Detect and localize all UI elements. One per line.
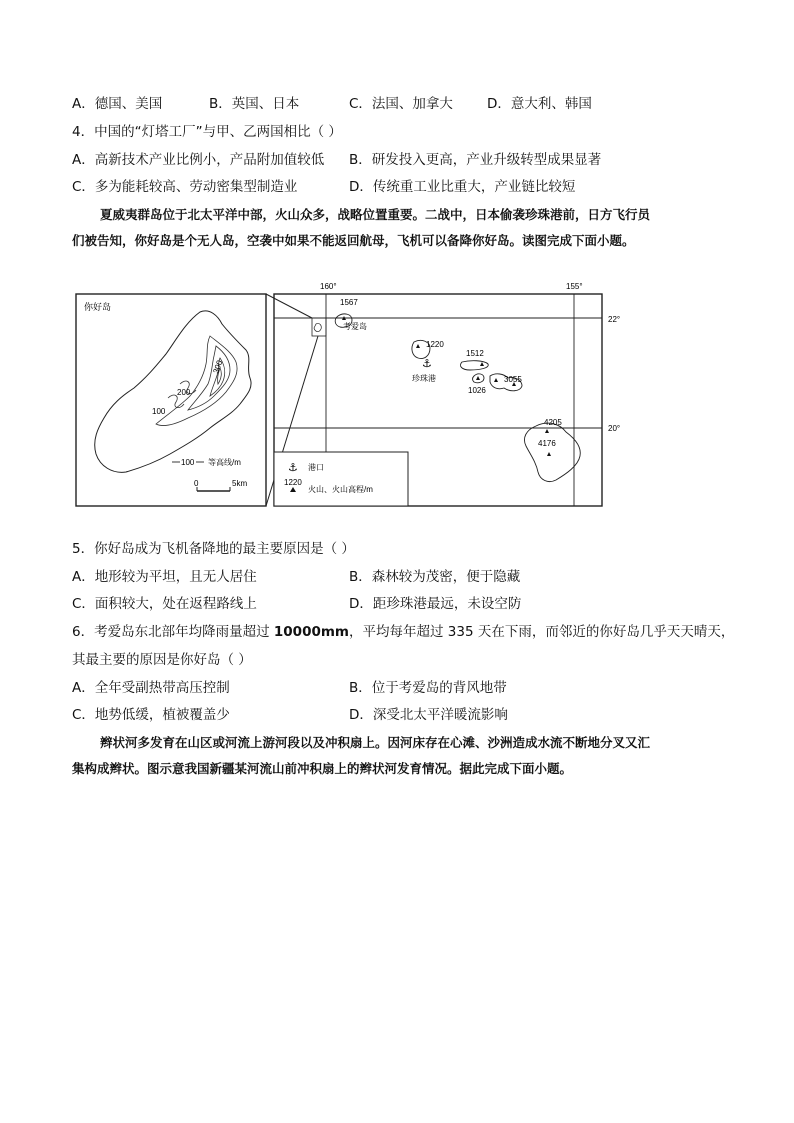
legend-volcano-text: 火山、火山高程/m — [308, 485, 373, 494]
hawaii-map-figure — [60, 278, 620, 514]
lanai-elevation: 1026 — [468, 386, 486, 395]
inset-title: 你好岛 — [84, 302, 112, 312]
inset-connector-top — [266, 294, 312, 318]
q6-stem-part1: 6．考爱岛东北部年均降雨量超过 — [72, 624, 274, 640]
contour-100 — [156, 336, 237, 426]
hawaii-volcano-icon-2 — [547, 452, 551, 456]
maui-volcano-icon-1 — [494, 378, 498, 382]
passage-hawaii-line1: 夏威夷群岛位于北太平洋中部，火山众多，战略位置重要。二战中，日本偷袭珍珠港前，日方飞行员 — [100, 207, 651, 222]
contour-legend-number: 100 — [181, 458, 195, 467]
q4-option-b: B．研发投入更高，产业升级转型成果显著 — [349, 152, 602, 168]
lon-label-155: 155° — [566, 282, 583, 291]
passage-hawaii-line2: 们被告知，你好岛是个无人岛，空袭中如果不能返回航母，飞机可以备降你好岛。读图完成下面小题。 — [72, 233, 635, 248]
nihao-box — [312, 318, 326, 336]
passage-braided-line2: 集构成辫状。图示意我国新疆某河流山前冲积扇上的辫状河发育情况。据此完成下面小题。 — [72, 761, 573, 776]
molokai-volcano-icon — [480, 362, 484, 366]
contour-label-200: 200 — [177, 388, 191, 397]
q5-option-a: A．地形较为平坦，且无人居住 — [72, 569, 257, 585]
contour-label-100: 100 — [152, 407, 166, 416]
legend-volcano-number: 1220 — [284, 478, 302, 487]
lon-label-160: 160° — [320, 282, 337, 291]
q4-option-c: C．多为能耗较高、劳动密集型制造业 — [72, 179, 298, 195]
contour-legend-text: 等高线/m — [208, 458, 241, 467]
legend-port-text: 港口 — [308, 463, 324, 472]
lanai-volcano-icon — [476, 376, 480, 380]
q5-stem: 5．你好岛成为飞机备降地的最主要原因是（ ） — [72, 541, 355, 557]
kauai-label: 考爱岛 — [343, 322, 367, 331]
passage-braided-line1: 辫状河多发育在山区或河流上游河段以及冲积扇上。因河床存在心滩、沙洲造成水流不断地分叉又汇 — [100, 735, 651, 750]
q5-option-b: B．森林较为茂密，便于隐藏 — [349, 569, 521, 585]
q6-stem-part3: ，平均每年超过 335 天在下雨，而邻近的你好岛几乎天天晴天， — [349, 624, 735, 640]
q3-option-d: D．意大利、韩国 — [487, 96, 592, 112]
anchor-icon: ⚓ — [422, 358, 432, 370]
q5-option-d: D．距珍珠港最远，未设空防 — [349, 596, 522, 612]
q5-option-c: C．面积较大，处在返程路线上 — [72, 596, 257, 612]
hawaii-elevation-4176: 4176 — [538, 439, 556, 448]
q3-option-a: A．德国、美国 — [72, 96, 163, 112]
q6-option-a: A．全年受副热带高压控制 — [72, 680, 230, 696]
q6-option-c: C．地势低缓，植被覆盖少 — [72, 707, 230, 723]
inset-frame — [76, 294, 266, 506]
oahu-volcano-icon — [416, 344, 420, 348]
hawaii-island — [524, 423, 580, 481]
q4-stem: 4．中国的“灯塔工厂”与甲、乙两国相比（ ） — [72, 124, 342, 140]
maui-elevation: 3055 — [504, 375, 522, 384]
pearl-harbor-label: 珍珠港 — [412, 374, 436, 383]
hawaii-volcano-icon-1 — [545, 429, 549, 433]
lat-label-22: 22° — [608, 315, 620, 324]
contour-label-300: 300 — [211, 359, 225, 375]
q4-option-d: D．传统重工业比重大，产业链比较短 — [349, 179, 576, 195]
nihao-island-outline — [95, 311, 251, 472]
oahu-elevation: 1220 — [426, 340, 444, 349]
q6-stem-line2: 其最主要的原因是你好岛（ ） — [72, 652, 252, 668]
scale-5km: 5km — [232, 479, 248, 488]
molokai-elevation: 1512 — [466, 349, 484, 358]
nihao-small-island — [314, 323, 321, 331]
scale-zero: 0 — [194, 479, 199, 488]
kauai-elevation: 1567 — [340, 298, 358, 307]
q6-stem-line1 — [72, 623, 734, 641]
q6-option-d: D．深受北太平洋暖流影响 — [349, 707, 508, 723]
q6-option-b: B．位于考爱岛的背风地带 — [349, 680, 507, 696]
q3-option-b: B．英国、日本 — [209, 96, 300, 112]
q3-option-c: C．法国、加拿大 — [349, 96, 453, 112]
molokai-island — [460, 361, 488, 370]
legend-anchor-icon: ⚓ — [288, 462, 298, 474]
q4-option-a: A．高新技术产业比例小，产品附加值较低 — [72, 152, 325, 168]
lat-label-20: 20° — [608, 424, 620, 433]
hawaii-elevation-4205: 4205 — [544, 418, 562, 427]
q6-stem-rainfall: 10000mm — [273, 624, 349, 640]
